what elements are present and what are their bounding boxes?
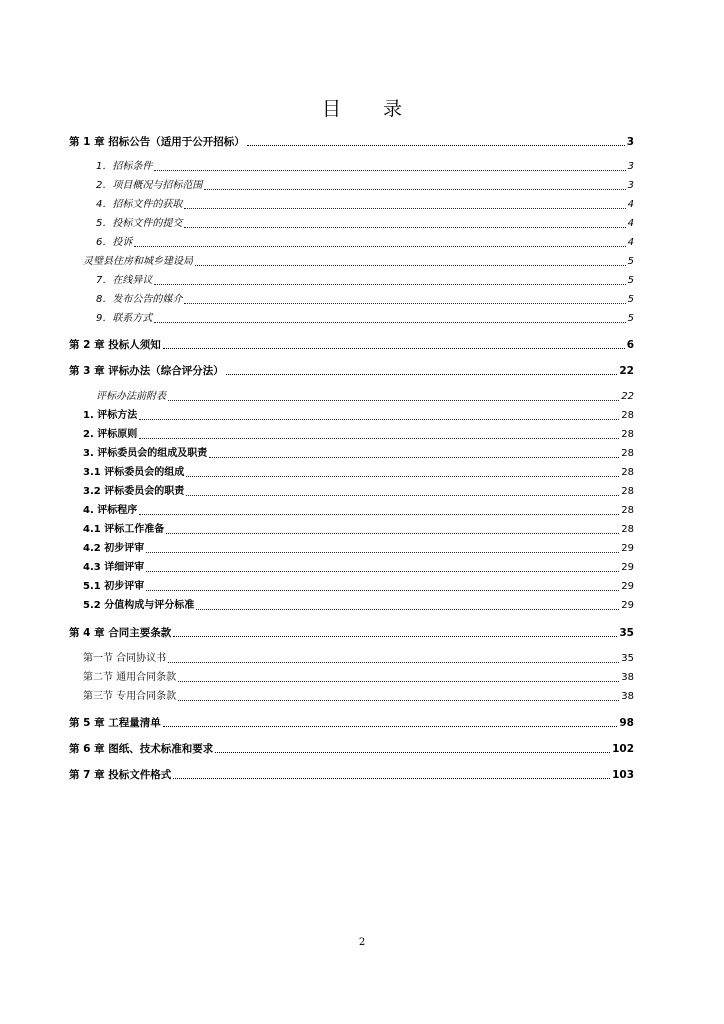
toc-entry[interactable] [83, 671, 634, 685]
toc-entry-chapter-4[interactable] [69, 626, 634, 640]
toc-entry-label: 3.2 评标委员会的职责 [83, 486, 185, 497]
toc-entry[interactable] [96, 274, 634, 288]
toc-entry-page: 29 [621, 581, 634, 592]
toc-leader [196, 609, 619, 610]
toc-entry-label: 第二节 通用合同条款 [83, 672, 177, 683]
toc-entry-label: 第三节 专用合同条款 [83, 691, 177, 702]
toc-entry-label: 第 5 章 工程量清单 [69, 717, 161, 729]
toc-leader [154, 170, 625, 171]
toc-entry[interactable] [83, 580, 634, 594]
toc-entry-chapter-2[interactable] [69, 338, 634, 352]
toc-leader [247, 145, 625, 146]
toc-leader [195, 265, 626, 266]
toc-leader [163, 726, 618, 727]
toc-entry-label: 2. 评标原则 [83, 429, 138, 440]
toc-entry-page: 3 [626, 136, 634, 148]
toc-entry-page: 29 [621, 543, 634, 554]
toc-entry-page: 28 [621, 486, 634, 497]
toc-leader [146, 552, 619, 553]
toc-entry-page: 3 [627, 180, 634, 191]
toc-entry-chapter-1[interactable] [69, 135, 634, 149]
toc-entry-label: 第一节 合同协议书 [83, 653, 167, 664]
toc-entry-page: 4 [627, 237, 634, 248]
toc-leader [154, 322, 625, 323]
toc-entry-label: 1．招标条件 [96, 161, 153, 172]
toc-entry-chapter-7[interactable] [69, 768, 634, 782]
toc-entry[interactable] [83, 447, 634, 461]
toc-entry-page: 22 [619, 365, 634, 377]
toc-entry[interactable] [83, 409, 634, 423]
toc-leader [173, 636, 617, 637]
toc-entry-label: 第 1 章 招标公告（适用于公开招标） [69, 136, 245, 148]
toc-leader [186, 495, 619, 496]
toc-leader [139, 438, 619, 439]
toc-entry[interactable] [96, 179, 634, 193]
toc-leader [226, 374, 618, 375]
toc-entry-label: 2．项目概况与招标范围 [96, 180, 203, 191]
toc-leader [184, 208, 625, 209]
toc-leader [186, 476, 619, 477]
toc-entry[interactable] [83, 523, 634, 537]
toc-leader [134, 246, 625, 247]
toc-entry-label: 1. 评标方法 [83, 410, 138, 421]
toc-entry[interactable] [83, 466, 634, 480]
toc-entry-label: 第 4 章 合同主要条款 [69, 627, 172, 639]
toc-entry-page: 35 [621, 653, 634, 664]
toc-entry-page: 103 [612, 769, 634, 781]
toc-entry-page: 35 [619, 627, 634, 639]
toc-entry-label: 4.1 评标工作准备 [83, 524, 165, 535]
toc-leader [146, 571, 619, 572]
toc-leader [184, 227, 625, 228]
toc-entry-page: 5 [627, 256, 634, 267]
toc-entry-label: 4. 评标程序 [83, 505, 138, 516]
toc-entry[interactable] [83, 504, 634, 518]
toc-entry-page: 28 [621, 429, 634, 440]
toc-entry-page: 5 [627, 313, 634, 324]
toc-entry-label: 3. 评标委员会的组成及职责 [83, 448, 208, 459]
toc-entry-page: 102 [612, 743, 634, 755]
toc-entry[interactable] [83, 542, 634, 556]
toc-leader [166, 533, 619, 534]
toc-entry[interactable] [96, 312, 634, 326]
toc-entry-page: 28 [621, 410, 634, 421]
toc-entry[interactable] [83, 428, 634, 442]
toc-entry-page: 98 [619, 717, 634, 729]
toc-entry-label: 第 3 章 评标办法（综合评分法） [69, 365, 224, 377]
toc-entry-page: 28 [621, 467, 634, 478]
toc-entry-label: 5.1 初步评审 [83, 581, 145, 592]
toc-entry[interactable] [96, 293, 634, 307]
toc-entry[interactable] [83, 690, 634, 704]
toc-entry-page: 28 [621, 505, 634, 516]
toc-entry-label: 9．联系方式 [96, 313, 153, 324]
toc-title: 目录 [321, 98, 444, 120]
toc-leader [204, 189, 625, 190]
toc-entry[interactable] [96, 236, 634, 250]
toc-entry-label: 第 6 章 图纸、技术标准和要求 [69, 743, 214, 755]
toc-entry-label: 5．投标文件的提交 [96, 218, 183, 229]
toc-leader [168, 400, 619, 401]
toc-entry-page: 28 [621, 448, 634, 459]
toc-entry-chapter-5[interactable] [69, 716, 634, 730]
toc-entry-chapter-3[interactable] [69, 364, 634, 378]
toc-leader [178, 681, 619, 682]
toc-leader [139, 514, 619, 515]
toc-entry-label: 4．招标文件的获取 [96, 199, 183, 210]
toc-entry[interactable] [96, 390, 634, 404]
toc-entry[interactable] [96, 160, 634, 174]
toc-entry-label: 第 2 章 投标人须知 [69, 339, 161, 351]
toc-leader [173, 778, 610, 779]
toc-entry[interactable] [96, 198, 634, 212]
toc-entry-chapter-6[interactable] [69, 742, 634, 756]
toc-entry-page: 6 [626, 339, 634, 351]
toc-entry-page: 22 [621, 391, 634, 402]
toc-entry[interactable] [83, 561, 634, 575]
toc-entry-page: 3 [627, 161, 634, 172]
toc-entry-label: 8．发布公告的媒介 [96, 294, 183, 305]
toc-leader [139, 419, 619, 420]
toc-entry-page: 4 [627, 218, 634, 229]
toc-entry[interactable] [96, 217, 634, 231]
toc-entry[interactable] [83, 255, 634, 269]
toc-entry-label: 3.1 评标委员会的组成 [83, 467, 185, 478]
toc-leader [184, 303, 625, 304]
toc-entry-label: 灵璧县住房和城乡建设局 [83, 256, 193, 267]
toc-leader [154, 284, 625, 285]
toc-entry-label: 6．投诉 [96, 237, 133, 248]
toc-entry-page: 5 [627, 294, 634, 305]
toc-entry-page: 28 [621, 524, 634, 535]
toc-entry-label: 评标办法前附表 [96, 391, 166, 402]
toc-entry[interactable] [83, 599, 634, 613]
toc-entry-page: 4 [627, 199, 634, 210]
toc-entry-page: 5 [627, 275, 634, 286]
toc-entry-label: 5.2 分值构成与评分标准 [83, 600, 195, 611]
toc-leader [215, 752, 610, 753]
toc-leader [178, 700, 619, 701]
toc-entry-page: 38 [621, 691, 634, 702]
toc-leader [146, 590, 619, 591]
toc-entry-page: 29 [621, 600, 634, 611]
toc-entry-label: 第 7 章 投标文件格式 [69, 769, 172, 781]
toc-entry[interactable] [83, 485, 634, 499]
page-number: 2 [358, 937, 366, 948]
toc-entry-page: 29 [621, 562, 634, 573]
toc-entry-label: 4.3 详细评审 [83, 562, 145, 573]
toc-leader [163, 348, 625, 349]
toc-entry-label: 4.2 初步评审 [83, 543, 145, 554]
toc-entry[interactable] [83, 652, 634, 666]
toc-leader [168, 662, 619, 663]
toc-leader [209, 457, 619, 458]
toc-entry-label: 7．在线异议 [96, 275, 153, 286]
toc-entry-page: 38 [621, 672, 634, 683]
